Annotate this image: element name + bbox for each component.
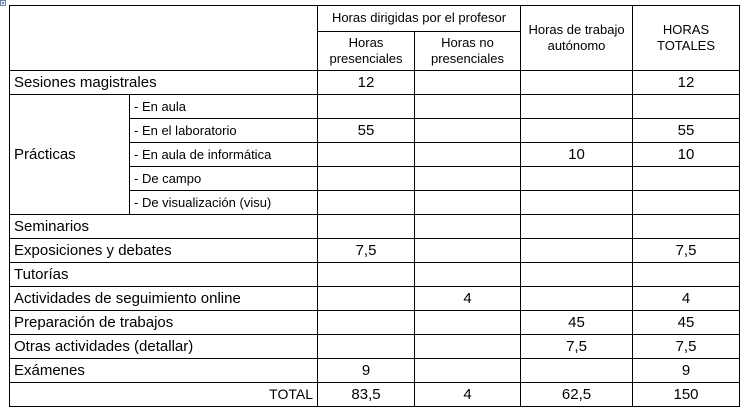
table-anchor-icon[interactable] [0, 0, 6, 6]
cell-no-presenciales [415, 71, 521, 95]
row-label: Tutorías [10, 263, 318, 287]
cell-totales [633, 167, 740, 191]
total-row [10, 382, 740, 406]
cell-no-presenciales: 4 [415, 287, 521, 311]
cell-totales [633, 215, 740, 239]
cell-autonomo: 10 [521, 143, 633, 167]
cell-totales: 10 [633, 143, 740, 167]
row-label: Otras actividades (detallar) [10, 334, 318, 358]
row-label: Preparación de trabajos [10, 310, 318, 334]
total-autonomo: 62,5 [521, 382, 633, 406]
subrow-label: - En aula [130, 95, 318, 119]
cell-totales: 9 [633, 358, 740, 382]
table-row [10, 263, 740, 287]
cell-autonomo [521, 358, 633, 382]
table-row [10, 71, 740, 95]
cell-autonomo [521, 95, 633, 119]
cell-autonomo [521, 263, 633, 287]
cell-autonomo [521, 215, 633, 239]
cell-no-presenciales [415, 191, 521, 215]
cell-presenciales [318, 263, 415, 287]
cell-totales: 7,5 [633, 334, 740, 358]
cell-no-presenciales [415, 95, 521, 119]
cell-totales [633, 191, 740, 215]
header-group-profesor: Horas dirigidas por el profesor [318, 6, 521, 32]
cell-presenciales [318, 215, 415, 239]
row-label: Sesiones magistrales [10, 71, 318, 95]
hours-table [9, 5, 740, 407]
table-row [10, 215, 740, 239]
cell-presenciales [318, 143, 415, 167]
header-row-1 [10, 6, 740, 32]
cell-no-presenciales [415, 215, 521, 239]
row-label-practicas: Prácticas [10, 95, 130, 215]
total-label: TOTAL [10, 382, 318, 406]
header-empty-cell [10, 6, 318, 71]
row-label: Actividades de seguimiento online [10, 287, 318, 311]
subrow-label: - De campo [130, 167, 318, 191]
cell-autonomo [521, 71, 633, 95]
subrow-label: - En el laboratorio [130, 119, 318, 143]
row-label: Exámenes [10, 358, 318, 382]
cell-totales: 12 [633, 71, 740, 95]
cell-autonomo [521, 167, 633, 191]
cell-presenciales: 7,5 [318, 239, 415, 263]
row-label: Exposiciones y debates [10, 239, 318, 263]
cell-presenciales: 12 [318, 71, 415, 95]
cell-no-presenciales [415, 358, 521, 382]
table-row [10, 95, 740, 119]
cell-totales: 55 [633, 119, 740, 143]
cell-presenciales: 9 [318, 358, 415, 382]
cell-presenciales [318, 287, 415, 311]
cell-presenciales [318, 310, 415, 334]
cell-autonomo [521, 239, 633, 263]
cell-autonomo: 45 [521, 310, 633, 334]
header-no-presenciales: Horas no presenciales [415, 31, 521, 71]
cell-presenciales [318, 95, 415, 119]
cell-totales: 4 [633, 287, 740, 311]
table-row [10, 334, 740, 358]
cell-totales [633, 95, 740, 119]
cell-presenciales: 55 [318, 119, 415, 143]
cell-presenciales [318, 334, 415, 358]
cell-no-presenciales [415, 143, 521, 167]
cell-autonomo [521, 119, 633, 143]
cell-autonomo [521, 191, 633, 215]
cell-no-presenciales [415, 334, 521, 358]
cell-no-presenciales [415, 239, 521, 263]
cell-no-presenciales [415, 119, 521, 143]
cell-presenciales [318, 191, 415, 215]
cell-totales: 45 [633, 310, 740, 334]
table-row [10, 310, 740, 334]
header-presenciales: Horas presenciales [318, 31, 415, 71]
total-totales: 150 [633, 382, 740, 406]
subrow-label: - En aula de informática [130, 143, 318, 167]
cell-autonomo: 7,5 [521, 334, 633, 358]
cell-presenciales [318, 167, 415, 191]
cell-no-presenciales [415, 263, 521, 287]
table-row [10, 358, 740, 382]
total-presenciales: 83,5 [318, 382, 415, 406]
cell-totales [633, 263, 740, 287]
cell-totales: 7,5 [633, 239, 740, 263]
cell-autonomo [521, 287, 633, 311]
total-no-presenciales: 4 [415, 382, 521, 406]
cell-no-presenciales [415, 310, 521, 334]
header-autonomo: Horas de trabajo autónomo [521, 6, 633, 71]
subrow-label: - De visualización (visu) [130, 191, 318, 215]
header-totales: HORAS TOTALES [633, 6, 740, 71]
table-row [10, 287, 740, 311]
cell-no-presenciales [415, 167, 521, 191]
table-row [10, 239, 740, 263]
row-label: Seminarios [10, 215, 318, 239]
